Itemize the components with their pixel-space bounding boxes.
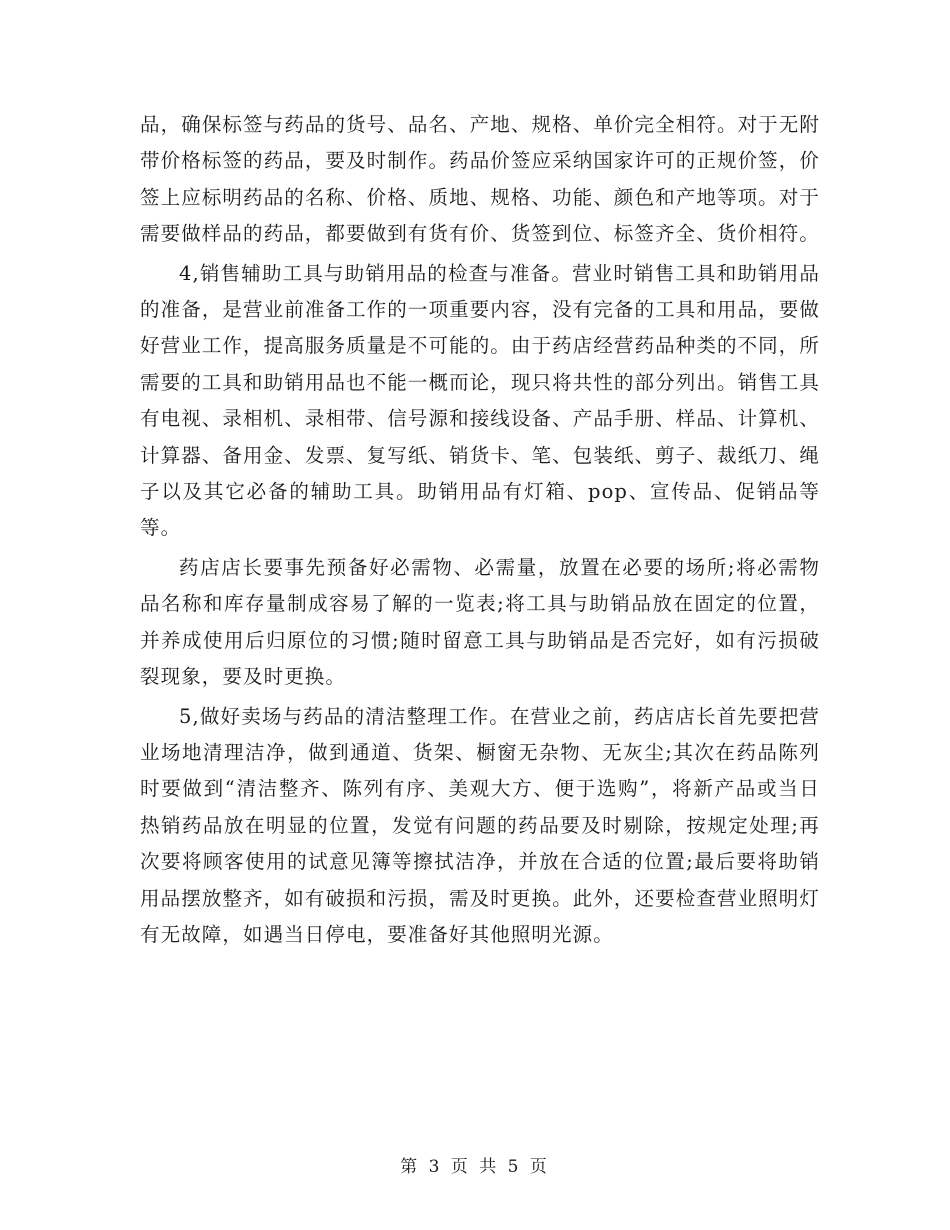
paragraph: 药店店长要事先预备好必需物、必需量，放置在必要的场所;将必需物品名称和库存量制成容易了解的一览表;将工具与助销品放在固定的位置，并养成使用后归原位的习惯;随时留意工具与助销品是否完好，如有污损破裂现象，要及时更换。 [140, 555, 820, 689]
document-body [140, 107, 820, 953]
paragraph: 5,做好卖场与药品的清洁整理工作。在营业之前，药店店长首先要把营业场地清理洁净，做到通道、货架、橱窗无杂物、无灰尘;其次在药品陈列时要做到“清洁整齐、陈列有序、美观大方、便于选购”，将新产品或当日热销药品放在明显的位置，发觉有问题的药品要及时剔除，按规定处理;再次要将顾客使用的试意见簿等擦拭洁净，并放在合适的位置;最后要将助销用品摆放整齐，如有破损和污损，需及时更换。此外，还要检查营业照明灯有无故障，如遇当日停电，要准备好其他照明光源。 [140, 704, 820, 946]
paragraph: 品，确保标签与药品的货号、品名、产地、规格、单价完全相符。对于无附带价格标签的药品，要及时制作。药品价签应采纳国家许可的正规价签，价签上应标明药品的名称、价格、质地、规格、功能、颜色和产地等项。对于需要做样品的药品，都要做到有货有价、货签到位、标签齐全、货价相符。 [140, 113, 820, 246]
paragraph: 4,销售辅助工具与助销用品的检查与准备。营业时销售工具和助销用品的准备，是营业前准备工作的一项重要内容，没有完备的工具和用品，要做好营业工作，提高服务质量是不可能的。由于药店经营药品种类的不同，所需要的工具和助销用品也不能一概而论，现只将共性的部分列出。销售工具有电视、录相机、录相带、信号源和接线设备、产品手册、样品、计算机、计算器、备用金、发票、复写纸、销货卡、笔、包装纸、剪子、裁纸刀、绳子以及其它必备的辅助工具。助销用品有灯箱、pop、宣传品、促销品等等。 [140, 261, 820, 540]
page-number-footer: 第 3 页 共 5 页 [400, 1157, 550, 1177]
